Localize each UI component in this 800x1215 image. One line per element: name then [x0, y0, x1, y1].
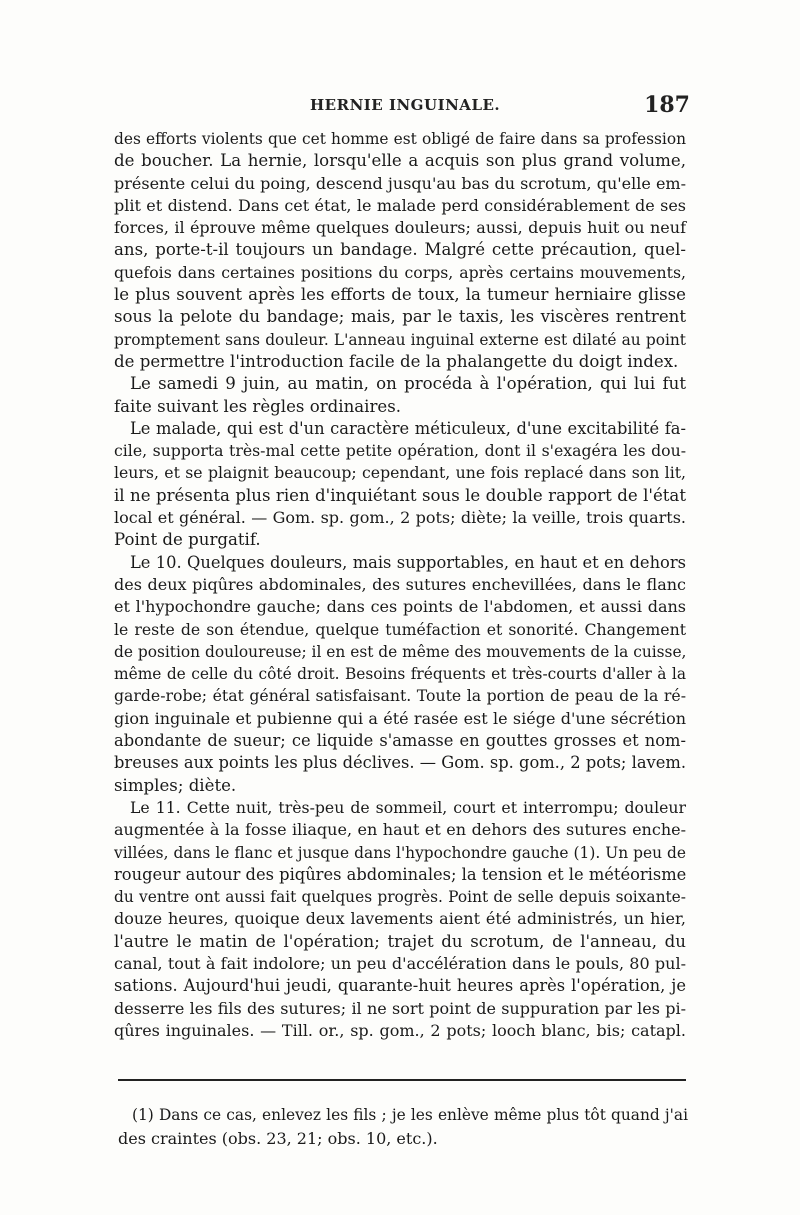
text-line: faite suivant les règles ordinaires. [114, 396, 402, 416]
text-line: ans, porte-t-il toujours un bandage. Malgré cette précaution, quel- [114, 240, 686, 260]
footnote-line: (1) Dans ce cas, enlevez les fils ; je les enlève même plus tôt quand j'ai [132, 1106, 688, 1124]
paragraph-start-line: Le samedi 9 juin, au matin, on procéda à l'opération, qui lui fut [130, 374, 686, 394]
text-line: cile, supporta très-mal cette petite opération, dont il s'exagéra les dou- [114, 441, 686, 461]
text-line: rougeur autour des piqûres abdominales; la tension et le météorisme [114, 864, 687, 884]
text-line: présente celui du poing, descend jusqu'au bas du scrotum, qu'elle em- [114, 173, 686, 193]
text-line: de permettre l'introduction facile de la phalangette du doigt index. [114, 351, 679, 371]
text-line: canal, tout à fait indolore; un peu d'accélération dans le pouls, 80 pul- [114, 953, 686, 973]
text-line: des efforts violents que cet homme est obligé de faire dans sa profession [114, 130, 686, 148]
footnote-line: des craintes (obs. 23, 21; obs. 10, etc.). [118, 1129, 438, 1148]
text-line: de position douloureuse; il en est de même des mouvements de la cuisse, [114, 642, 687, 661]
text-line: il ne présenta plus rien d'inquiétant sous le double rapport de l'état [114, 485, 686, 505]
text-line: douze heures, quoique deux lavements aient été administrés, un hier, [114, 909, 686, 929]
page-number: 187 [644, 92, 690, 118]
text-line: local et général. — Gom. sp. gom., 2 pots; diète; la veille, trois quarts. [114, 508, 686, 528]
text-line: desserre les fils des sutures; il ne sort point de suppuration par les pi- [114, 998, 686, 1018]
text-line: villées, dans le flanc et jusque dans l'hypochondre gauche (1). Un peu de [114, 843, 686, 862]
paragraph-start-line: Le malade, qui est d'un caractère méticuleux, d'une excitabilité fa- [130, 418, 686, 438]
text-line: garde-robe; état général satisfaisant. Toute la portion de peau de la ré- [114, 686, 686, 706]
text-line: le reste de son étendue, quelque tuméfaction et sonorité. Changement [114, 619, 686, 639]
text-line: de boucher. La hernie, lorsqu'elle a acquis son plus grand volume, [114, 151, 686, 171]
text-line: sations. Aujourd'hui jeudi, quarante-huit heures après l'opération, je [114, 976, 686, 996]
text-line: breuses aux points les plus déclives. — Gom. sp. gom., 2 pots; lavem. [114, 753, 686, 773]
text-line: l'autre le matin de l'opération; trajet du scrotum, de l'anneau, du [114, 931, 686, 951]
text-line: qûres inguinales. — Till. or., sp. gom., 2 pots; looch blanc, bis; catapl. [114, 1020, 686, 1040]
text-line: sous la pelote du bandage; mais, par le taxis, les viscères rentrent [114, 307, 686, 327]
page-header [114, 92, 694, 118]
running-title: HERNIE INGUINALE. [310, 96, 501, 114]
body-text [114, 128, 686, 1042]
text-line: du ventre ont aussi fait quelques progrès. Point de selle depuis soixante- [114, 888, 686, 907]
text-line: Point de purgatif. [114, 530, 261, 550]
paragraph-start-line: Le 10. Quelques douleurs, mais supportables, en haut et en dehors [130, 552, 686, 572]
text-line: augmentée à la fosse iliaque, en haut et en dehors des sutures enche- [114, 820, 686, 840]
footnote-separator [118, 1079, 686, 1081]
text-line: et l'hypochondre gauche; dans ces points de l'abdomen, et aussi dans [114, 597, 686, 617]
text-line: gion inguinale et pubienne qui a été rasée est le siége d'une sécrétion [114, 708, 686, 728]
paragraph-start-line: Le 11. Cette nuit, très-peu de sommeil, court et interrompu; douleur [130, 797, 686, 817]
footnote [118, 1103, 688, 1151]
text-line: forces, il éprouve même quelques douleurs; aussi, depuis huit ou neuf [114, 218, 686, 238]
text-line: quefois dans certaines positions du corps, après certains mouvements, [114, 262, 686, 282]
text-line: promptement sans douleur. L'anneau inguinal externe est dilaté au point [114, 330, 686, 349]
text-line: leurs, et se plaignit beaucoup; cependant, une fois replacé dans son lit, [114, 463, 686, 483]
text-line: des deux piqûres abdominales, des sutures enchevillées, dans le flanc [114, 574, 686, 594]
text-line: plit et distend. Dans cet état, le malade perd considérablement de ses [114, 195, 686, 215]
text-line: même de celle du côté droit. Besoins fréquents et très-courts d'aller à la [114, 665, 686, 684]
text-line: abondante de sueur; ce liquide s'amasse en gouttes grosses et nom- [114, 731, 686, 751]
text-line: simples; diète. [114, 775, 237, 795]
text-line: le plus souvent après les efforts de toux, la tumeur herniaire glisse [114, 285, 686, 305]
